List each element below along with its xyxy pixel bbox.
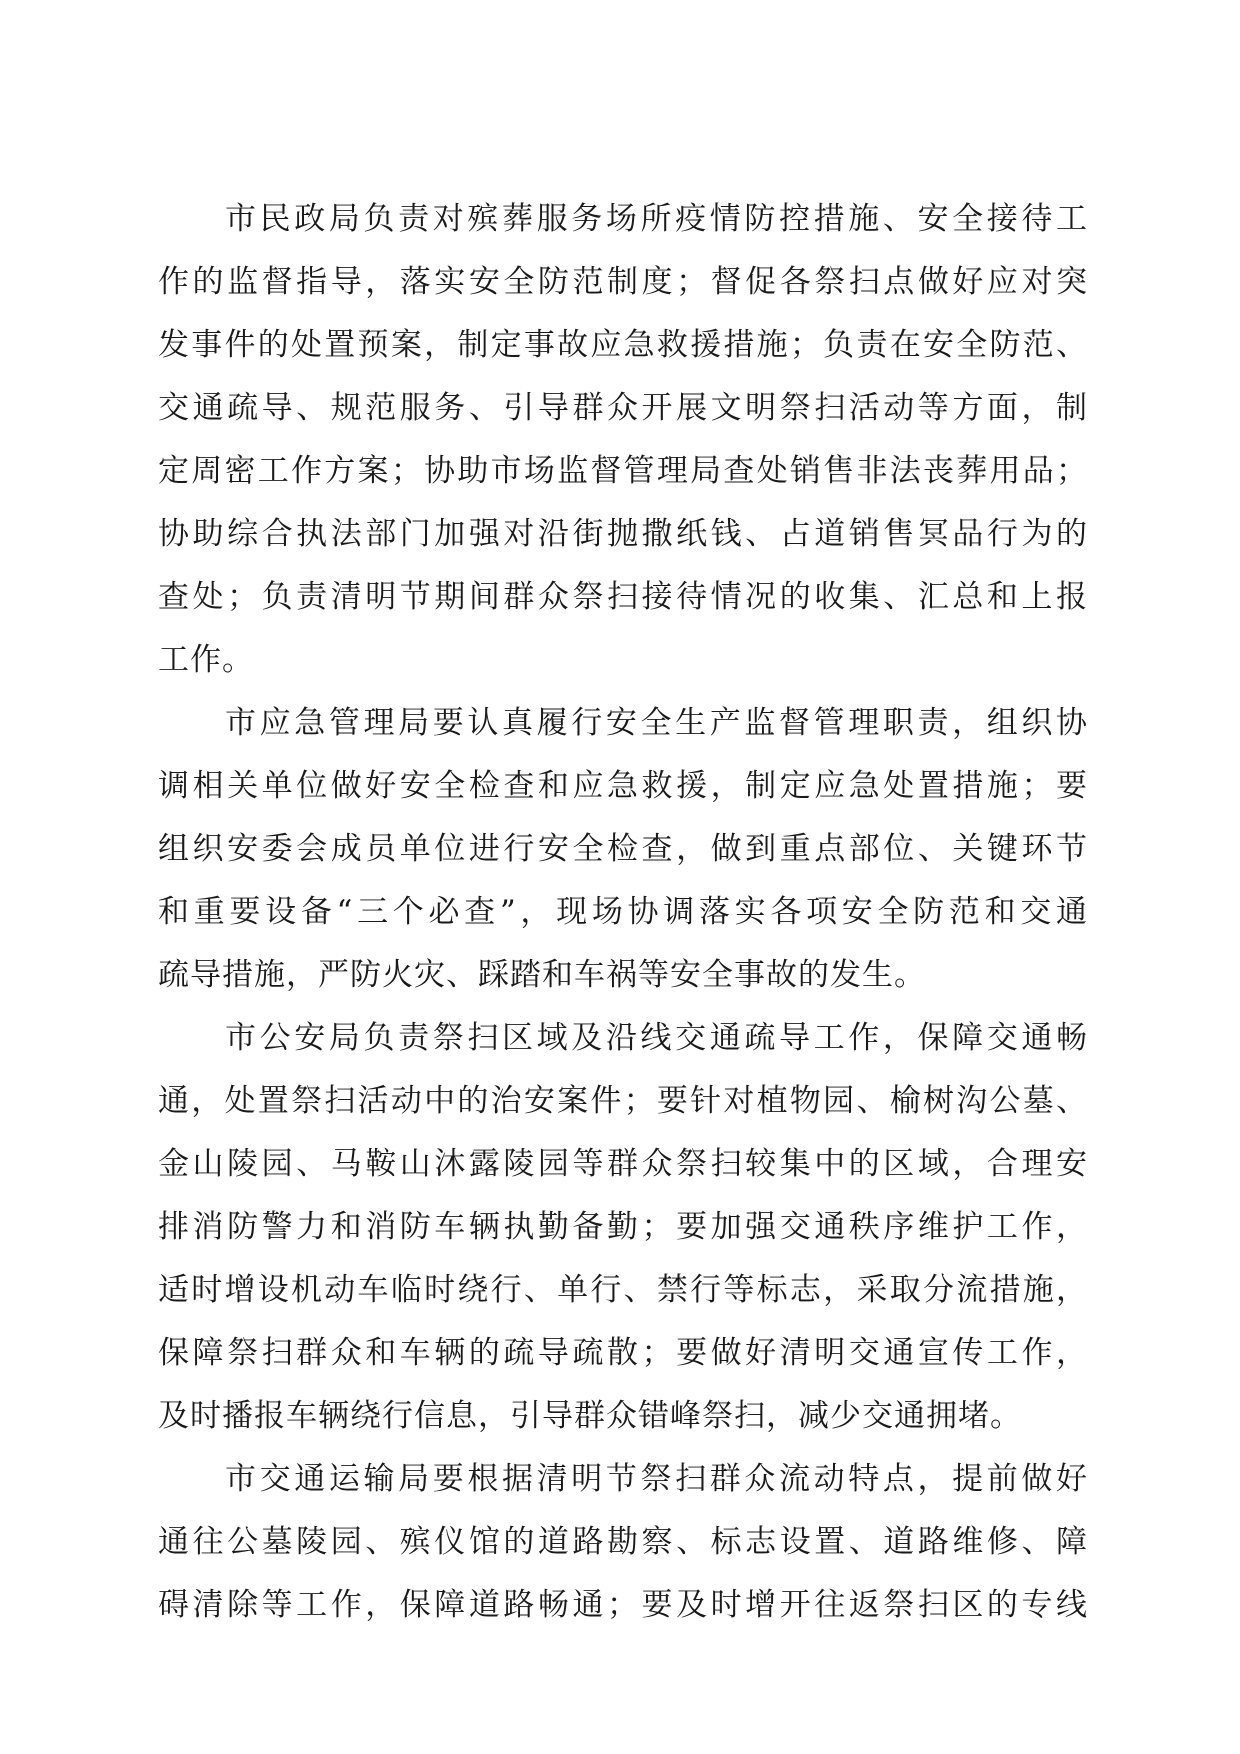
body-text (158, 188, 1088, 1637)
text-line: 协助综合执法部门加强对沿街抛撒纸钱、占道销售冥品行为的 (158, 516, 1088, 552)
paragraph-civil-affairs (158, 188, 1088, 692)
text-line: 通往公墓陵园、殡仪馆的道路勘察、标志设置、道路维修、障 (158, 1524, 1088, 1560)
text-line: 金山陵园、马鞍山沐露陵园等群众祭扫较集中的区域，合理安 (158, 1146, 1088, 1182)
text-line: 市应急管理局要认真履行安全生产监督管理职责，组织协 (225, 705, 1088, 741)
text-line: 及时播报车辆绕行信息，引导群众错峰祭扫，减少交通拥堵。 (158, 1398, 1022, 1434)
text-line: 交通疏导、规范服务、引导群众开展文明祭扫活动等方面，制 (158, 390, 1088, 426)
text-line: 定周密工作方案；协助市场监督管理局查处销售非法丧葬用品； (158, 453, 1088, 489)
text-line: 保障祭扫群众和车辆的疏导疏散；要做好清明交通宣传工作， (158, 1335, 1088, 1371)
text-line: 作的监督指导，落实安全防范制度；督促各祭扫点做好应对突 (158, 264, 1088, 300)
text-line: 和重要设备“三个必查”，现场协调落实各项安全防范和交通 (158, 894, 1088, 930)
text-line: 疏导措施，严防火灾、踩踏和车祸等安全事故的发生。 (158, 957, 926, 993)
text-line: 排消防警力和消防车辆执勤备勤；要加强交通秩序维护工作， (158, 1209, 1088, 1245)
paragraph-emergency-management (158, 692, 1088, 1007)
text-line: 工作。 (158, 642, 254, 678)
text-line: 通，处置祭扫活动中的治安案件；要针对植物园、榆树沟公墓、 (158, 1083, 1088, 1119)
text-line: 组织安委会成员单位进行安全检查，做到重点部位、关键环节 (158, 831, 1088, 867)
text-line: 市公安局负责祭扫区域及沿线交通疏导工作，保障交通畅 (225, 1020, 1088, 1056)
text-line: 碍清除等工作，保障道路畅通；要及时增开往返祭扫区的专线 (158, 1587, 1088, 1623)
paragraph-transportation (158, 1448, 1088, 1637)
text-line: 调相关单位做好安全检查和应急救援，制定应急处置措施；要 (158, 768, 1088, 804)
text-line: 市交通运输局要根据清明节祭扫群众流动特点，提前做好 (225, 1461, 1088, 1497)
text-line: 适时增设机动车临时绕行、单行、禁行等标志，采取分流措施， (158, 1272, 1088, 1308)
text-line: 查处；负责清明节期间群众祭扫接待情况的收集、汇总和上报 (158, 579, 1088, 615)
text-line: 发事件的处置预案，制定事故应急救援措施；负责在安全防范、 (158, 327, 1088, 363)
text-line: 市民政局负责对殡葬服务场所疫情防控措施、安全接待工 (225, 201, 1088, 237)
paragraph-public-security (158, 1007, 1088, 1448)
